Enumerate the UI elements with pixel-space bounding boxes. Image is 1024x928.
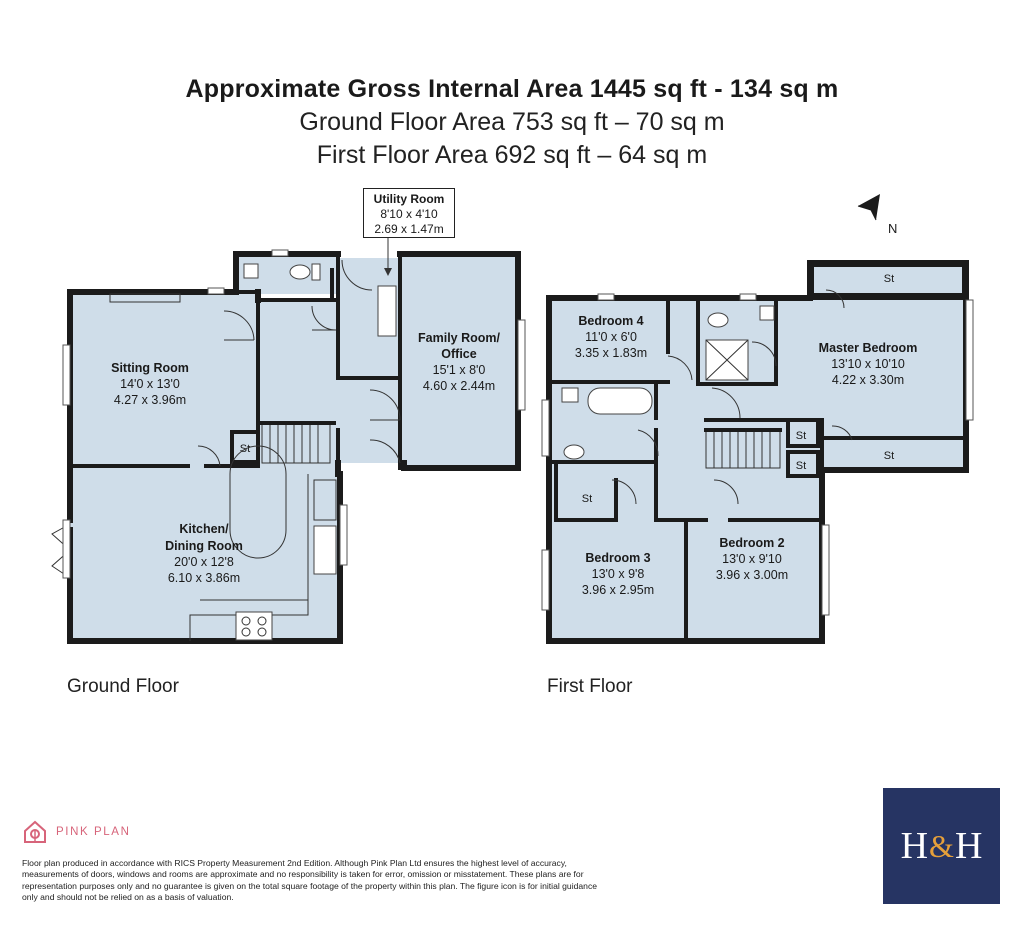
ground-floor-label: Ground Floor <box>67 676 179 697</box>
first-floor-plan <box>542 263 973 641</box>
room-dimensions-metric: 3.35 x 1.83m <box>574 346 648 360</box>
room-dimensions-imperial: 15'1 x 8'0 <box>432 363 486 377</box>
room-dimensions-metric: 2.69 x 1.47m <box>374 222 444 236</box>
bathroom-toilet-icon <box>564 445 584 459</box>
room-dimensions-imperial: 11'0 x 6'0 <box>585 330 637 344</box>
wc-window <box>272 250 288 256</box>
first-floor-label: First Floor <box>547 676 633 697</box>
bedroom3-window <box>542 550 549 610</box>
agent-logo-letter: H <box>954 825 983 867</box>
ground-store-label: St <box>239 443 251 455</box>
agent-logo <box>883 788 1000 904</box>
room-dimensions-imperial: 20'0 x 12'8 <box>174 555 234 569</box>
room-name: Family Room/ <box>418 331 500 345</box>
hob-icon <box>236 612 272 640</box>
ground-floor-area: Ground Floor Area 753 sq ft – 70 sq m <box>299 108 725 136</box>
room-dimensions-imperial: 14'0 x 13'0 <box>120 377 180 391</box>
room-name: Bedroom 4 <box>578 314 644 328</box>
pink-plan-logo <box>22 819 130 845</box>
north-label: N <box>888 221 898 236</box>
room-dimensions-metric: 4.27 x 3.96m <box>113 393 187 407</box>
utility-room-label <box>363 188 455 238</box>
ensuite-toilet-icon <box>708 313 728 327</box>
ensuite-window <box>740 294 756 300</box>
sitting-room-window <box>63 345 70 405</box>
room-name: Kitchen/ <box>179 522 229 536</box>
room-dimensions-imperial: 13'0 x 9'8 <box>591 567 645 581</box>
room-name: Dining Room <box>165 539 243 553</box>
agent-logo-letter: H <box>900 825 929 867</box>
room-dimensions-metric: 4.60 x 2.44m <box>422 379 496 393</box>
basin-icon <box>244 264 258 278</box>
room-dimensions-imperial: 13'0 x 9'10 <box>722 552 782 566</box>
store-label: St <box>581 493 593 505</box>
sitting-room-top-window <box>208 288 224 294</box>
store-label: St <box>883 273 895 285</box>
family-room-window <box>518 320 525 410</box>
room-dimensions-imperial: 13'10 x 10'10 <box>831 357 905 371</box>
room-name: Bedroom 3 <box>585 551 651 565</box>
kitchen-window <box>340 505 347 565</box>
store-label: St <box>795 460 807 472</box>
gross-area-title: Approximate Gross Internal Area 1445 sq ft - 134 sq m <box>185 75 839 103</box>
utility-sink-icon <box>378 286 396 336</box>
first-floor-area: First Floor Area 692 sq ft – 64 sq m <box>316 141 708 169</box>
bathroom-window <box>542 400 549 456</box>
bedroom4-window <box>598 294 614 300</box>
master-bedroom-window <box>966 300 973 420</box>
bath-icon <box>588 388 652 414</box>
room-name: Master Bedroom <box>818 341 918 355</box>
bedroom2-window <box>822 525 829 615</box>
room-name: Sitting Room <box>111 361 189 375</box>
pink-plan-house-icon <box>22 819 48 845</box>
toilet-icon <box>290 265 310 279</box>
kitchen-sink-icon <box>314 526 336 574</box>
disclaimer-text: Floor plan produced in accordance with RICS Property Measurement 2nd Edition. Although Pink Plan Ltd ensures the highest level of accuracy, measurements of doors, windows and rooms are approximate and no responsibility is taken for error, omission or misstatement. These plans are for representation purposes only and no guarantee is given on the total square footage of the property within this plan. The figure icon is for initial guidance only and should not be relied on as a basis of valuation. <box>22 858 598 903</box>
room-name: Office <box>441 347 477 361</box>
room-dimensions-imperial: 8'10 x 4'10 <box>380 207 438 221</box>
ground-floor-plan <box>52 238 525 641</box>
north-arrow-icon <box>858 194 897 236</box>
pink-plan-brand: PINK PLAN <box>56 826 131 838</box>
room-dimensions-metric: 3.96 x 2.95m <box>581 583 655 597</box>
room-name: Bedroom 2 <box>719 536 785 550</box>
store-label: St <box>883 450 895 462</box>
room-dimensions-metric: 6.10 x 3.86m <box>167 571 241 585</box>
room-name: Utility Room <box>373 192 445 206</box>
agent-logo-ampersand: & <box>929 827 954 864</box>
bathroom-basin-icon <box>562 388 578 402</box>
store-label: St <box>795 430 807 442</box>
ensuite-basin-icon <box>760 306 774 320</box>
room-dimensions-metric: 4.22 x 3.30m <box>831 373 905 387</box>
room-dimensions-metric: 3.96 x 3.00m <box>715 568 789 582</box>
